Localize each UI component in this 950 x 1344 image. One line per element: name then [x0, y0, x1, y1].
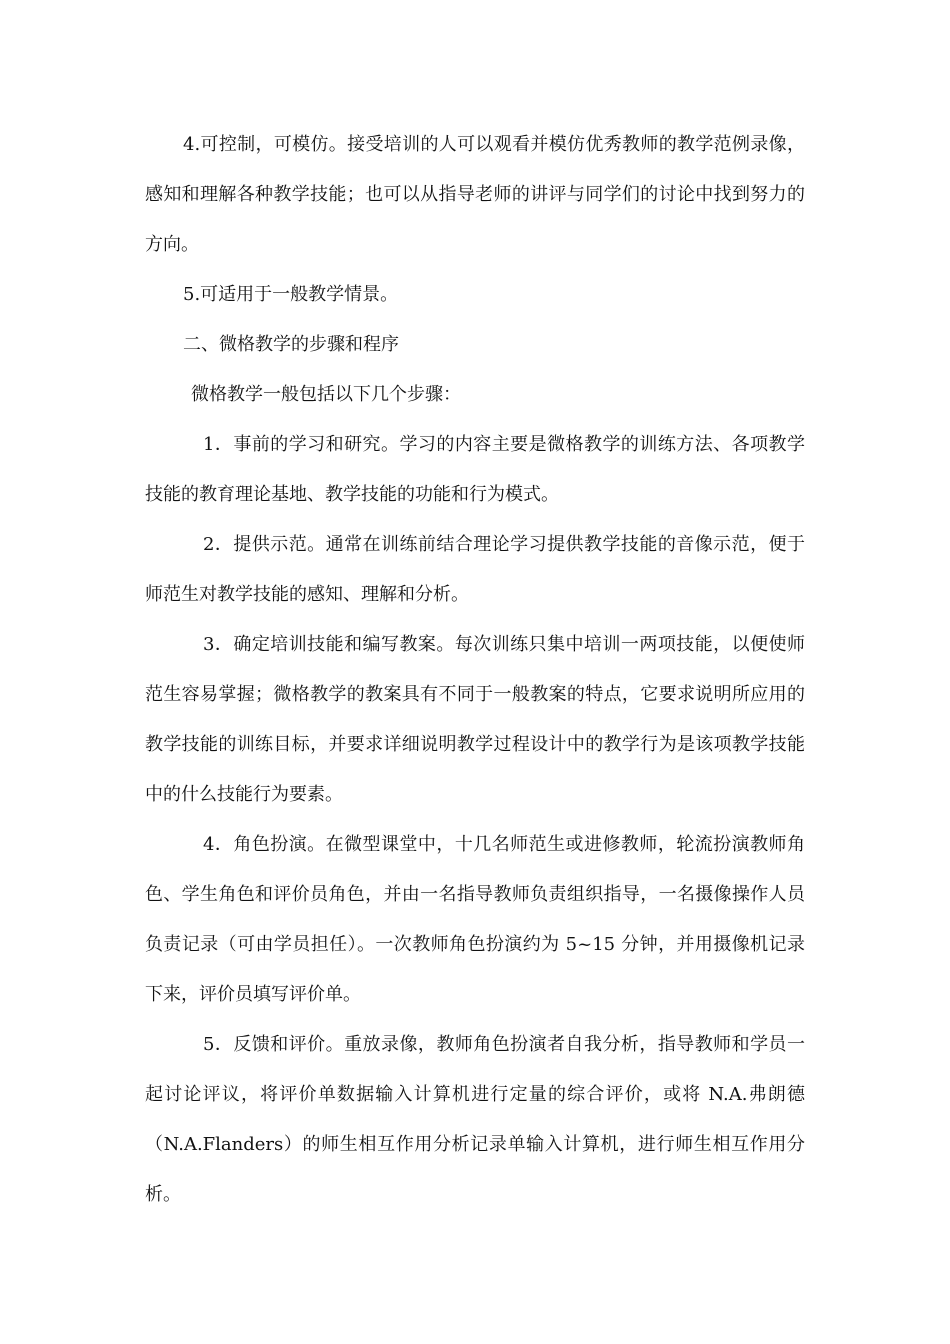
paragraph-point-5: 5.可适用于一般教学情景。	[183, 284, 399, 305]
document-page	[145, 120, 805, 1220]
paragraph-step-1: 1．事前的学习和研究。学习的内容主要是微格教学的训练方法、各项教学技能的教育理论基地、教学技能的功能和行为模式。	[145, 434, 805, 505]
paragraph-step-5: 5．反馈和评价。重放录像，教师角色扮演者自我分析，指导教师和学员一起讨论评议，将评价单数据输入计算机进行定量的综合评价，或将 N.A.弗朗德（N.A.Flanders）的师生相互作用分析记录单输入计算机，进行师生相互作用分析。	[145, 1034, 805, 1205]
paragraph-step-2: 2．提供示范。通常在训练前结合理论学习提供教学技能的音像示范，便于师范生对教学技能的感知、理解和分析。	[145, 534, 805, 605]
paragraph-steps-intro: 微格教学一般包括以下几个步骤：	[191, 384, 461, 405]
paragraph-step-4: 4．角色扮演。在微型课堂中，十几名师范生或进修教师，轮流扮演教师角色、学生角色和评价员角色，并由一名指导教师负责组织指导，一名摄像操作人员负责记录（可由学员担任）。一次教师角色扮演约为 5~15 分钟，并用摄像机记录下来，评价员填写评价单。	[145, 834, 805, 1005]
paragraph-point-4: 4.可控制，可模仿。接受培训的人可以观看并模仿优秀教师的教学范例录像，感知和理解各种教学技能；也可以从指导老师的讲评与同学们的讨论中找到努力的方向。	[145, 134, 805, 255]
paragraph-step-3: 3．确定培训技能和编写教案。每次训练只集中培训一两项技能，以便使师范生容易掌握；微格教学的教案具有不同于一般教案的特点，它要求说明所应用的教学技能的训练目标，并要求详细说明教学过程设计中的教学行为是该项教学技能中的什么技能行为要素。	[145, 634, 805, 805]
section-heading-2: 二、微格教学的步骤和程序	[183, 334, 399, 355]
